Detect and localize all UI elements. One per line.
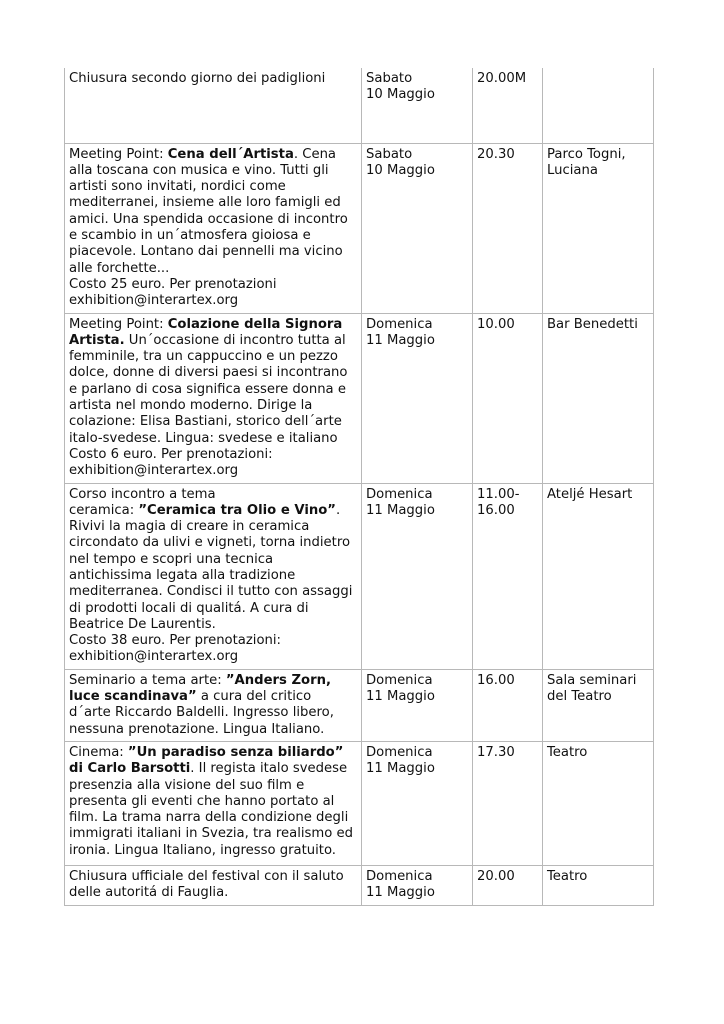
- description-line: [69, 503, 357, 519]
- description-line: [69, 71, 357, 87]
- description-text: ironia. Lingua Italiano, ingresso gratuito.: [69, 842, 336, 858]
- description-text: mediterranei, insieme alle loro famigli ed: [69, 195, 341, 211]
- description-text: Cinema:: [69, 744, 128, 760]
- event-time-cell: [473, 68, 543, 143]
- event-day: Domenica: [366, 486, 433, 502]
- description-text: di prodotti locali di qualitá. A cura di: [69, 600, 309, 616]
- description-line: [69, 519, 357, 535]
- event-description-cell: [65, 313, 362, 483]
- description-text: amici. Una spendida occasione di incontro: [69, 211, 348, 227]
- event-place: del Teatro: [547, 689, 612, 705]
- description-text: colazione: Elisa Bastiani, storico dell´arte: [69, 414, 342, 430]
- description-line: [69, 147, 357, 163]
- description-text: presenzia alla visione del suo film e: [69, 777, 305, 793]
- description-line: [69, 244, 357, 260]
- description-text: alle forchette...: [69, 260, 170, 276]
- description-line: [69, 277, 357, 293]
- event-schedule-table: [64, 68, 654, 906]
- description-text: mediterranea. Condisci il tutto con assaggi: [69, 584, 353, 600]
- event-place: Ateljé Hesart: [547, 486, 633, 502]
- description-line: [69, 431, 357, 447]
- description-text: nel tempo e scopri una tecnica: [69, 551, 274, 567]
- event-date: 10 Maggio: [366, 162, 435, 178]
- event-place: Luciana: [547, 162, 598, 178]
- event-date: 11 Maggio: [366, 502, 435, 518]
- description-line: [69, 365, 357, 381]
- description-text: Costo 6 euro. Per prenotazioni:: [69, 446, 273, 462]
- description-text: nessuna prenotazione. Lingua Italiano.: [69, 721, 325, 737]
- event-time: 10.00: [477, 316, 515, 332]
- event-description-cell: [65, 669, 362, 741]
- description-line: [69, 826, 357, 842]
- event-time: 20.00: [477, 868, 515, 884]
- description-line: [69, 463, 357, 479]
- description-emphasis: Cena dell´Artista: [167, 146, 294, 162]
- description-line: [69, 810, 357, 826]
- description-line: [69, 163, 357, 179]
- description-line: [69, 447, 357, 463]
- description-text: immigrati italiani in Svezia, tra realismo ed: [69, 826, 353, 842]
- description-text: exhibition@interartex.org: [69, 293, 239, 309]
- description-emphasis: ”Un paradiso senza biliardo”: [127, 744, 344, 760]
- event-place-cell: [543, 483, 654, 669]
- event-day: Sabato: [366, 146, 413, 162]
- description-line: [69, 761, 357, 777]
- event-time-cell: [473, 669, 543, 741]
- description-line: [69, 705, 357, 721]
- description-text: antichissima legata alla tradizione: [69, 567, 296, 583]
- description-text: Un´occasione di incontro tutta al: [124, 332, 346, 348]
- event-row: [65, 143, 654, 313]
- description-text: Costo 38 euro. Per prenotazioni:: [69, 633, 281, 649]
- event-date-cell: [362, 68, 473, 143]
- description-text: exhibition@interartex.org: [69, 463, 239, 479]
- description-emphasis: ”Anders Zorn,: [225, 672, 332, 688]
- description-line: [69, 722, 357, 738]
- description-line: [69, 228, 357, 244]
- description-emphasis: ”Ceramica tra Olio e Vino”: [138, 502, 336, 518]
- description-text: e scambio in un´atmosfera gioiosa e: [69, 227, 311, 243]
- event-place-cell: [543, 741, 654, 865]
- description-line: [69, 552, 357, 568]
- description-text: a cura del critico: [196, 689, 312, 705]
- description-line: [69, 745, 357, 761]
- description-text: piacevole. Lontano dai pennelli ma vicino: [69, 244, 343, 260]
- event-day: Domenica: [366, 744, 433, 760]
- event-description-cell: [65, 143, 362, 313]
- event-day: Domenica: [366, 868, 433, 884]
- event-row: [65, 741, 654, 865]
- description-text: artisti sono invitati, nordici come: [69, 179, 286, 195]
- description-emphasis: Colazione della Signora: [167, 316, 343, 332]
- event-place-cell: [543, 313, 654, 483]
- description-text: Meeting Point:: [69, 316, 168, 332]
- description-text: exhibition@interartex.org: [69, 649, 239, 665]
- event-date: 11 Maggio: [366, 689, 435, 705]
- event-time-cell: [473, 143, 543, 313]
- description-text: Costo 25 euro. Per prenotazioni: [69, 276, 277, 292]
- description-line: [69, 689, 357, 705]
- description-text: .: [335, 502, 341, 518]
- event-place-cell: [543, 865, 654, 905]
- description-text: e parlano di cosa significa essere donna e: [69, 381, 346, 397]
- description-emphasis: di Carlo Barsotti: [69, 761, 191, 777]
- description-text: Chiusura secondo giorno dei padiglioni: [69, 71, 326, 86]
- description-text: dolce, donne di diversi paesi si incontrano: [69, 365, 348, 381]
- event-time: 16.00: [477, 672, 515, 688]
- event-time-cell: [473, 483, 543, 669]
- event-date: 11 Maggio: [366, 761, 435, 777]
- description-line: [69, 649, 357, 665]
- description-text: ceramica:: [69, 502, 139, 518]
- description-line: [69, 843, 357, 859]
- description-line: [69, 794, 357, 810]
- event-date-cell: [362, 143, 473, 313]
- event-time: 17.30: [477, 744, 515, 760]
- description-line: [69, 487, 357, 503]
- event-description-cell: [65, 68, 362, 143]
- description-line: [69, 617, 357, 633]
- description-text: presenta gli eventi che hanno portato al: [69, 793, 335, 809]
- event-day: Domenica: [366, 316, 433, 332]
- description-text: d´arte Riccardo Baldelli. Ingresso libero,: [69, 705, 334, 721]
- event-time-cell: [473, 741, 543, 865]
- event-row: [65, 669, 654, 741]
- event-description-cell: [65, 741, 362, 865]
- event-place: Sala seminari: [547, 672, 637, 688]
- event-date-cell: [362, 669, 473, 741]
- event-time: 16.00: [477, 502, 515, 518]
- description-line: [69, 869, 357, 885]
- event-row: [65, 313, 654, 483]
- event-place: Parco Togni,: [547, 146, 626, 162]
- description-text: . Il regista italo svedese: [190, 761, 348, 777]
- description-line: [69, 317, 357, 333]
- description-line: [69, 349, 357, 365]
- event-description-cell: [65, 865, 362, 905]
- description-text: alla toscana con musica e vino. Tutti gli: [69, 162, 329, 178]
- description-text: Corso incontro a tema: [69, 486, 216, 502]
- description-line: [69, 382, 357, 398]
- event-date: 11 Maggio: [366, 332, 435, 348]
- description-line: [69, 568, 357, 584]
- description-line: [69, 414, 357, 430]
- description-text: delle autoritá di Fauglia.: [69, 885, 229, 901]
- description-line: [69, 601, 357, 617]
- event-date-cell: [362, 865, 473, 905]
- event-description-cell: [65, 483, 362, 669]
- description-line: [69, 179, 357, 195]
- description-line: [69, 584, 357, 600]
- description-emphasis: luce scandinava”: [69, 689, 197, 705]
- description-text: Rivivi la magia di creare in ceramica: [69, 519, 310, 535]
- description-text: Beatrice De Laurentis.: [69, 616, 216, 632]
- event-time: 20.30: [477, 146, 515, 162]
- event-place: Teatro: [547, 744, 588, 760]
- event-date: 10 Maggio: [366, 87, 435, 103]
- event-time: 20.00M: [477, 71, 527, 86]
- event-place: Bar Benedetti: [547, 316, 638, 332]
- description-text: circondato da ulivi e vigneti, torna indietro: [69, 535, 351, 551]
- event-day: Sabato: [366, 71, 413, 86]
- description-line: [69, 673, 357, 689]
- description-text: . Cena: [293, 146, 337, 162]
- event-place-cell: [543, 143, 654, 313]
- description-line: [69, 398, 357, 414]
- description-line: [69, 885, 357, 901]
- event-date: 11 Maggio: [366, 885, 435, 901]
- event-schedule-body: [65, 68, 654, 905]
- event-place-cell: [543, 669, 654, 741]
- description-text: femminile, tra un cappuccino e un pezzo: [69, 349, 338, 365]
- event-time-cell: [473, 865, 543, 905]
- description-line: [69, 778, 357, 794]
- event-time-cell: [473, 313, 543, 483]
- description-line: [69, 633, 357, 649]
- description-line: [69, 535, 357, 551]
- description-text: Meeting Point:: [69, 146, 168, 162]
- event-time: 11.00-: [477, 486, 520, 502]
- description-text: artista nel mondo moderno. Dirige la: [69, 397, 313, 413]
- event-date-cell: [362, 483, 473, 669]
- event-date-cell: [362, 313, 473, 483]
- description-emphasis: Artista.: [69, 332, 125, 348]
- event-row: [65, 68, 654, 143]
- event-row: [65, 865, 654, 905]
- description-line: [69, 261, 357, 277]
- event-place-cell: [543, 68, 654, 143]
- description-line: [69, 293, 357, 309]
- description-text: Chiusura ufficiale del festival con il saluto: [69, 868, 344, 884]
- description-text: film. La trama narra della condizione degli: [69, 810, 349, 826]
- event-date-cell: [362, 741, 473, 865]
- event-day: Domenica: [366, 672, 433, 688]
- description-line: [69, 333, 357, 349]
- description-text: Seminario a tema arte:: [69, 672, 226, 688]
- event-place: Teatro: [547, 868, 588, 884]
- description-line: [69, 195, 357, 211]
- description-line: [69, 212, 357, 228]
- description-text: italo-svedese. Lingua: svedese e italiano: [69, 430, 338, 446]
- event-row: [65, 483, 654, 669]
